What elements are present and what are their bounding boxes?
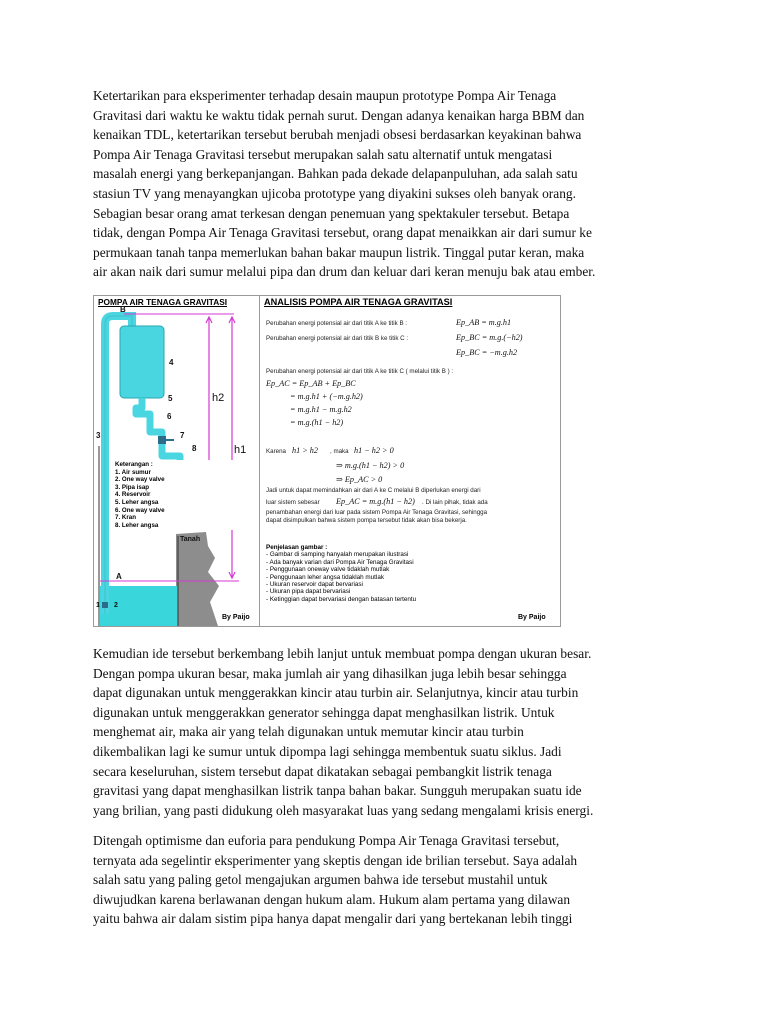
note-item: - Ukuran pipa dapat bervariasi xyxy=(266,588,351,596)
text-line: ternyata ada segelintir eksperimenter yang skeptis dengan ide brilian tersebut. Saya adalah xyxy=(93,852,578,868)
label-6: 6 xyxy=(167,412,172,421)
ground-rock xyxy=(176,532,219,626)
label-8: 8 xyxy=(192,444,197,453)
valve-tap xyxy=(158,436,166,444)
note-item: - Penggunaan oneway valve tidaklah mutlak xyxy=(266,566,390,574)
legend-item: 5. Leher angsa xyxy=(115,498,159,506)
notes-title: Penjelasan gambar : xyxy=(266,544,328,551)
text-line: masalah energi yang berkepanjangan. Bahkan pada dekade delapanpuluhan, ada salah satu xyxy=(93,166,578,182)
equation: Ep_AC = m.g.(h1 − h2) xyxy=(336,497,415,506)
legend-item: 8. Leher angsa xyxy=(115,521,159,529)
text-line: kenaikan TDL, ketertarikan tersebut berubah menjadi obsesi berdasarkan keyakinan bahwa xyxy=(93,127,582,143)
paragraph-development xyxy=(93,644,693,820)
equation: h1 > h2 xyxy=(292,446,318,455)
label-2: 2 xyxy=(114,602,118,609)
note-item: - Ketinggian dapat bervariasi dengan batasan tertentu xyxy=(266,595,417,603)
note-item: - Ada banyak varian dari Pompa Air Tenaga Gravitasi xyxy=(266,558,414,566)
equation: Ep_AC = Ep_AB + Ep_BC xyxy=(266,379,356,388)
author-credit: By Paijo xyxy=(222,614,250,621)
legend-item: 2. One way valve xyxy=(115,476,165,484)
legend-item: 6. One way valve xyxy=(115,506,165,514)
label-h2: h2 xyxy=(212,392,225,404)
analysis-line: Perubahan energi potensial air dari titik A ke titik C ( melalui titik B ) : xyxy=(266,368,454,375)
well-water xyxy=(100,586,178,626)
text-line: Kemudian ide tersebut berkembang lebih lanjut untuk membuat pompa dengan ukuran besar. xyxy=(93,646,592,661)
analysis-line: Perubahan energi potensial air dari titik B ke titik C : xyxy=(266,335,409,342)
label-4: 4 xyxy=(169,358,174,367)
text-line: menghemat air, maka air yang telah digunakan untuk memutar kincir atau turbin xyxy=(93,724,524,740)
legend-title: Keterangan : xyxy=(115,461,153,468)
label-1: 1 xyxy=(96,602,100,609)
label-h1: h1 xyxy=(234,444,247,456)
equation: Ep_AB = m.g.h1 xyxy=(456,318,512,327)
equation: Ep_BC = −m.g.h2 xyxy=(456,348,518,357)
note-item: - Penggunaan leher angsa tidaklah mutlak xyxy=(266,573,384,581)
label-7: 7 xyxy=(180,431,185,440)
equation: = m.g.h1 − m.g.h2 xyxy=(290,405,352,414)
text-line: salah satu yang paling getol mengajukan argumen bahwa ide tersebut mustahil untuk xyxy=(93,872,548,888)
analysis-line: Jadi untuk dapat memindahkan air dari A ke C melalui B diperlukan energi dari xyxy=(266,487,481,494)
analysis-line: dapat disimpulkan bahwa sistem pompa tersebut tidak akan bisa bekerja. xyxy=(266,517,467,524)
equation: ⇒ m.g.(h1 − h2) > 0 xyxy=(336,461,405,470)
text-line: Gravitasi dari waktu ke waktu tidak pernah surut. Dengan adanya kenaikan harga BBM dan xyxy=(93,107,585,123)
text-line: digunakan untuk menggerakkan generator sehingga dapat menghasilkan listrik. Untuk xyxy=(93,704,555,720)
author-credit: By Paijo xyxy=(518,614,546,621)
diagram-title: POMPA AIR TENAGA GRAVITASI xyxy=(98,297,228,307)
reservoir xyxy=(120,326,164,398)
equation: = m.g.h1 + (−m.g.h2) xyxy=(290,392,363,401)
analysis-line: penambahan energi dari luar pada sistem Pompa Air Tenaga Gravitasi, sehingga xyxy=(266,509,488,516)
analysis-line: Karena xyxy=(266,448,286,455)
text-line: Ketertarikan para eksperimenter terhadap desain maupun prototype Pompa Air Tenaga xyxy=(93,88,557,103)
note-item: - Gambar di samping hanyalah merupakan ilustrasi xyxy=(266,551,409,559)
text-line: tidak, dengan Pompa Air Tenaga Gravitasi tersebut, orang dapat menaikkan air dari sumur ke xyxy=(93,225,592,241)
analysis-line: luar sistem sebesar xyxy=(266,499,320,506)
text-line: diwujudkan karena berlawanan dengan hukum alam. Hukum alam pertama yang dilawan xyxy=(93,891,571,907)
text-line: dapat digunakan untuk menggerakkan kincir atau turbin air. Selanjutnya, kincir atau turbin xyxy=(93,685,579,701)
analysis-line: Perubahan energi potensial air dari titik A ke titik B : xyxy=(266,320,408,327)
paragraph-skeptic xyxy=(93,831,693,929)
analysis-line: . Di lain pihak, tidak ada xyxy=(422,499,488,506)
text-line: secara keseluruhan, sistem tersebut dapat dikatakan sebagai pembangkit listrik tenaga xyxy=(93,763,552,779)
text-line: Dengan pompa ukuran besar, maka jumlah air yang dihasilkan juga lebih besar sehingga xyxy=(93,665,567,681)
note-item: - Ukuran reservoir dapat bervariasi xyxy=(266,581,363,589)
label-tanah: Tanah xyxy=(180,536,201,543)
text-line: air akan naik dari sumur melalui pipa dan drum dan keluar dari keran menuju bak atau ember. xyxy=(93,264,596,280)
analysis-title: ANALISIS POMPA AIR TENAGA GRAVITASI xyxy=(264,297,453,307)
label-5: 5 xyxy=(168,394,173,403)
figure-notes xyxy=(266,544,416,603)
equation: Ep_BC = m.g.(−h2) xyxy=(456,333,523,342)
legend-item: 7. Kran xyxy=(115,514,136,522)
pump-figure xyxy=(93,295,561,627)
text-line: permukaan tanah tanpa memerlukan bahan bakar maupun listrik. Tinggal putar keran, maka xyxy=(93,244,585,260)
text-line: Sebagian besar orang amat terkesan dengan penemuan yang spektakuler tersebut. Betapa xyxy=(93,205,570,221)
analysis-line: , maka xyxy=(330,448,349,455)
text-line: yaitu bahwa air dalam sistim pipa hanya dapat mengalir dari yang bertekanan lebih tinggi xyxy=(93,911,573,927)
text-line: stasiun TV yang menayangkan ujicoba prototype yang diyakini sukses oleh banyak orang. xyxy=(93,185,576,201)
text-line: gravitasi yang dapat menghasilkan listrik tanpa bahan bakar. Sungguh merupakan suatu ide xyxy=(93,783,582,799)
text-line: dikembalikan lagi ke sumur untuk dipompa lagi sehingga membentuk suatu siklus. Jadi xyxy=(93,743,562,759)
equation: = m.g.(h1 − h2) xyxy=(290,418,344,427)
paragraph-intro xyxy=(93,86,693,282)
analysis-panel xyxy=(260,296,560,626)
text-line: yang brilian, yang pasti didukung oleh masyarakat luas yang sedang mengalami krisis energi. xyxy=(93,802,594,818)
equation: h1 − h2 > 0 xyxy=(354,446,394,455)
one-way-valve xyxy=(102,602,108,608)
text-line: Ditengah optimisme dan euforia para pendukung Pompa Air Tenaga Gravitasi tersebut, xyxy=(93,833,560,848)
legend-item: 3. Pipa isap xyxy=(115,483,150,491)
legend-item: 4. Reservoir xyxy=(115,491,151,499)
pump-diagram-panel xyxy=(94,296,260,626)
legend-item: 1. Air sumur xyxy=(115,468,151,476)
equation: ⇒ Ep_AC > 0 xyxy=(336,475,383,484)
text-line: Pompa Air Tenaga Gravitasi tersebut merupakan salah satu alternatif untuk mengatasi xyxy=(93,146,553,162)
label-a: A xyxy=(116,572,122,581)
diagram-legend xyxy=(113,460,247,530)
label-b: B xyxy=(120,305,126,314)
label-3: 3 xyxy=(96,431,101,440)
